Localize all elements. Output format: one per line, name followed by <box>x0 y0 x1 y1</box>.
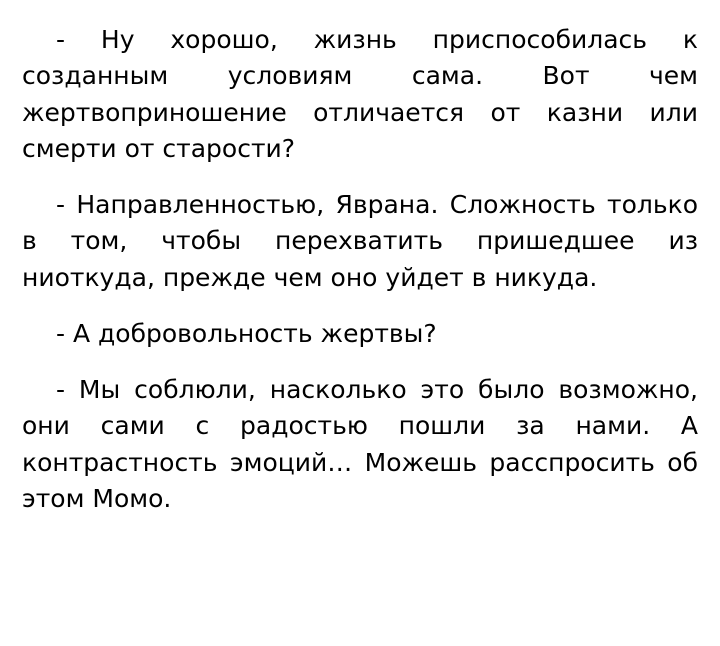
paragraph-1: - Ну хорошо, жизнь приспособилась к созданным условиям сама. Вот чем жертвоприношение отличается от казни или смерти от старости? <box>22 25 698 163</box>
paragraph-4: - Мы соблюли, насколько это было возможно, они сами с радостью пошли за нами. А контрастность эмоций… Можешь расспросить об этом Момо. <box>22 375 698 513</box>
paragraph-3: - А добровольность жертвы? <box>56 318 437 348</box>
paragraph-2: - Направленностью, Яврана. Сложность только в том, чтобы перехватить пришедшее из ниоткуда, прежде чем оно уйдет в никуда. <box>22 190 698 292</box>
